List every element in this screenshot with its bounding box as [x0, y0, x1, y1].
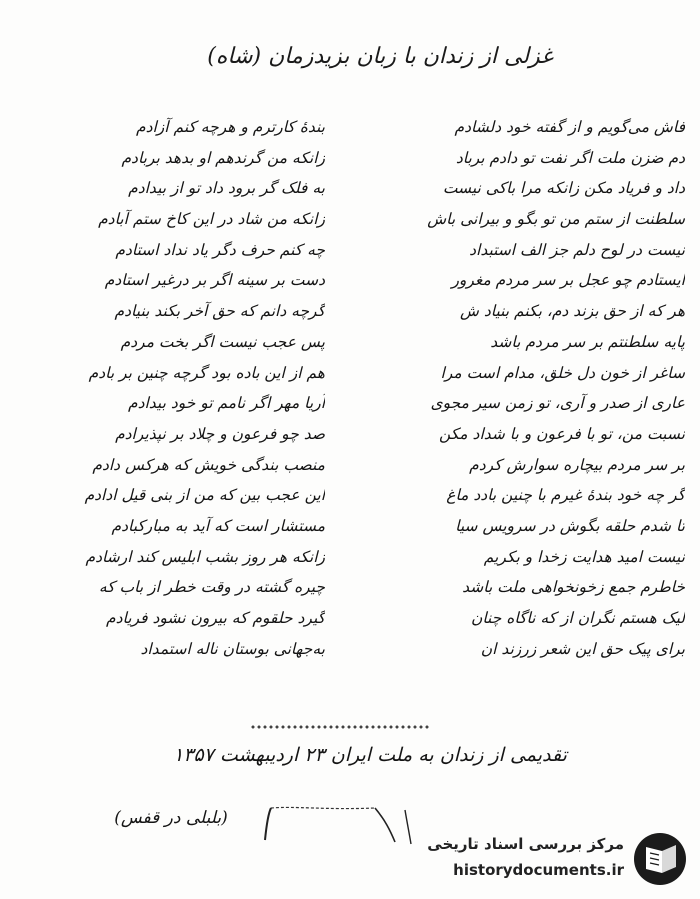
poem-line: فاش می‌گویم و از گفته خود دلشادم: [454, 118, 685, 136]
poem-line: آریا مهر اگر نامم تو خود بیدادم: [127, 394, 325, 413]
poem-line: بر سر مردم بیچاره سوارش کردم: [469, 455, 685, 474]
poem-line: هر که از حق بزند دم، بکنم بنیاد ش: [459, 302, 685, 321]
poem-line: زانکه من گرندهم او بدهد بربادم: [121, 148, 325, 167]
dedication-line: تقدیمی از زندان به ملت ایران ۲۳ اردیبهشت ۱۳۵۷: [173, 744, 567, 766]
book-logo-icon: [632, 831, 688, 887]
poem-line: هم از این باده بود گرچه چنین بر بادم: [88, 363, 325, 382]
poem-line: صد چو فرعون و چلاد بر نپذیرادم: [115, 424, 325, 443]
poem-line: دم ضزن ملت اگر نفت تو دادم برباد: [455, 148, 685, 167]
poet-signature: (بلبلی در قفس): [114, 808, 228, 828]
poem-line: پس عجب نیست اگر بخت مردم: [120, 332, 325, 351]
poem-right-column: [355, 112, 685, 664]
poem-line: به فلک گر برود داد تو از بیدادم: [128, 179, 325, 198]
poem-line: خاطرم جمع زخونخواهی ملت باشد: [462, 578, 685, 597]
poem-line: به‌جهانی بوستان ناله استمداد: [140, 639, 325, 658]
poem-line: داد و فریاد مکن زانکه مرا باکی نیست: [442, 179, 685, 198]
watermark: [392, 829, 692, 891]
poem-line: نیست در لوح دلم جز الف استبداد: [469, 240, 685, 259]
poem-line: لیک هستم نگران از که ناگاه چنان: [470, 609, 685, 627]
poem-line: نسبت من، تو با فرعون و با شداد مکن: [438, 424, 685, 443]
poem-line: ساغر از خون دل خلق، مدام است مرا: [440, 363, 685, 382]
poem-left-column: [55, 112, 325, 664]
poem-line: گرچه دانم که حق آخر بکند بنیادم: [114, 302, 325, 321]
poem-line: منصب بندگی خویش که هرکس دادم: [92, 455, 325, 474]
poem-line: این عجب بین که من از بنی قیل ادادم: [84, 486, 325, 505]
poem-title: غزلی از زندان با زبان بزیدزمان (شاه): [207, 44, 553, 69]
watermark-text-en: historydocuments.ir: [453, 861, 624, 879]
poem-line: ایستادم چو عجل بر سر مردم مغرور: [451, 271, 685, 290]
poem-line: مستشار است که آید به مبارکبادم: [111, 516, 325, 535]
poem-line: عاری از صدر و آری، تو زمن سیر مجوی: [430, 394, 685, 413]
poem-line: گیرد حلقوم که بیرون نشود فریادم: [106, 609, 325, 627]
poem-line: تا شدم حلقه بگوش در سرویس سیا: [455, 516, 685, 535]
watermark-text-fa: مرکز بررسی اسناد تاریخی: [427, 835, 624, 853]
poem-line: زانکه هر روز بشب ابلیس کند ارشادم: [85, 547, 325, 566]
dotted-divider: [250, 722, 430, 732]
poem-line: نیست امید هدایت زخدا و بکریم: [483, 547, 685, 566]
poem-line: چیره گشته در وقت خطر از باب که: [98, 578, 325, 597]
poem-line: دست بر سینه اگر بر درغیر استادم: [104, 271, 325, 290]
poem-line: برای پیک حق این شعر زرزند ان: [480, 639, 685, 658]
poem-line: پایه سلطنتم بر سر مردم باشد: [490, 332, 685, 351]
poem-line: چه کنم حرف دگر یاد نداد استادم: [115, 240, 325, 259]
poem-line: زانکه من شاد در این کاخ ستم آبادم: [98, 210, 325, 229]
poem-line: سلطنت از ستم من تو بگو و بیرانی باش: [427, 210, 685, 229]
poem-line: گر چه خود بندهٔ غیرم با چنین بادد ماغ: [446, 486, 685, 505]
poem-line: بندهٔ کارترم و هرچه کنم آزادم: [135, 118, 325, 136]
